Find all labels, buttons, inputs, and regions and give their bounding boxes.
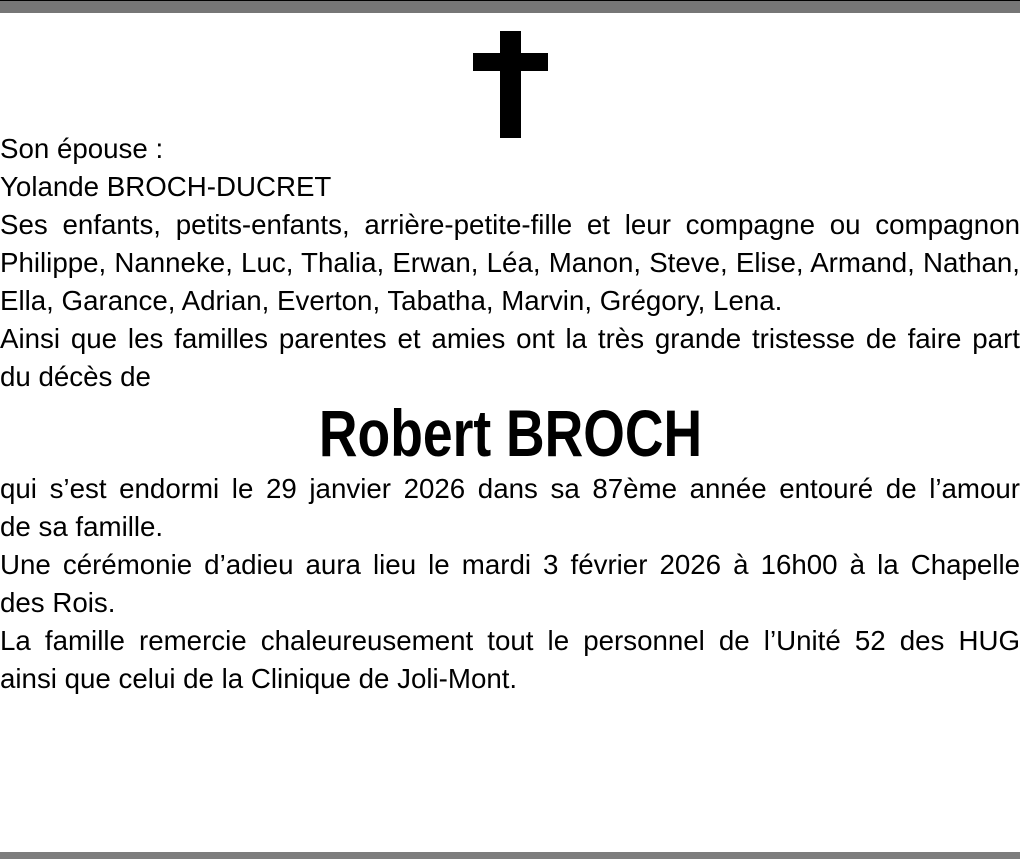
spouse-label-line: Son épouse : xyxy=(0,133,164,164)
children-names-line-1: Philippe, Nanneke, Luc, Thalia, Erwan, Léa, Manon, Steve, Elise, Armand, Nathan, xyxy=(0,247,1020,278)
children-intro-line: Ses enfants, petits-enfants, arrière-petite-fille et leur compagne ou compagnon xyxy=(0,209,1020,240)
children-names-line-2: Ella, Garance, Adrian, Everton, Tabatha, Marvin, Grégory, Lena. xyxy=(0,285,783,316)
ceremony-line-1: Une cérémonie d’adieu aura lieu le mardi 3 février 2026 à 16h00 à la Chapelle xyxy=(0,549,1020,580)
deceased-name-title xyxy=(0,396,1020,470)
spouse-name-line: Yolande BROCH-DUCRET xyxy=(0,171,332,202)
announcement-line-1: Ainsi que les familles parentes et amies ont la très grande tristesse de faire part xyxy=(0,323,1020,354)
latin-cross-icon xyxy=(473,31,548,138)
cross-horizontal-bar xyxy=(473,53,548,71)
bottom-border-bar xyxy=(0,852,1020,859)
announcement-line-2: du décès de xyxy=(0,361,151,392)
top-border-bar xyxy=(0,0,1020,13)
death-detail-line-2: de sa famille. xyxy=(0,511,164,542)
ceremony-line-2: des Rois. xyxy=(0,587,116,618)
deceased-name-text: Robert BROCH xyxy=(318,396,702,470)
notice-body xyxy=(0,130,1020,698)
cross-vertical-bar xyxy=(500,31,521,138)
thanks-line-1: La famille remercie chaleureusement tout le personnel de l’Unité 52 des HUG xyxy=(0,625,1020,656)
thanks-line-2: ainsi que celui de la Clinique de Joli-Mont. xyxy=(0,663,518,694)
death-detail-line-1: qui s’est endormi le 29 janvier 2026 dans sa 87ème année entouré de l’amour xyxy=(0,473,1020,504)
